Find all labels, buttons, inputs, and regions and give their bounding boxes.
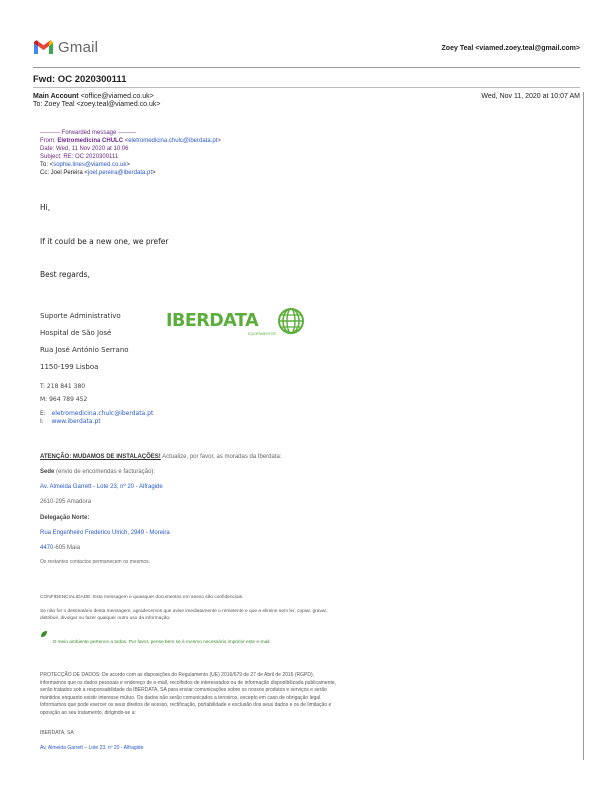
body-line: If it could be a new one, we prefer <box>40 237 169 246</box>
forwarded-from: From: Eletromedicina CHULC <eletromedicina.chulc@iberdata.pt> <box>40 138 221 144</box>
notice-sede: Sede (envio de encomendas e facturação): <box>40 469 156 475</box>
gmail-wordmark: Gmail <box>58 39 99 56</box>
closing: Best regards, <box>40 270 90 279</box>
forwarded-cc: Cc: Joel Pereira <joel.pereira@iberdata.pt> <box>40 170 156 176</box>
legal-confidential: CONFIDENCIALIDADE: Esta mensagem e quaisquer documentos em anexo são confidenciais. <box>40 595 244 600</box>
notice-others: Os restantes contactos permanecem os mesmos. <box>40 559 151 565</box>
signature-phone: T: 218 841 380 <box>40 383 86 390</box>
forwarded-to-email[interactable]: sophie.lines@viamed.co.uk <box>53 162 127 168</box>
forwarded-subject: Subject: RE: OC 2020300111 <box>40 154 119 160</box>
recipient-line: To: Zoey Teal <zoey.teal@viamed.co.uk> <box>33 101 161 108</box>
signature-email-link[interactable]: eletromedicina.chulc@iberdata.pt <box>51 410 154 417</box>
notice-norte-city: 4470-605 Maia <box>40 545 81 551</box>
signature-line-1: Suporte Administrativo <box>40 312 121 320</box>
legal-company-address[interactable]: Av. Almeida Garrett – Lote 23, nº 20 - Alfragide <box>40 745 144 751</box>
signature-web-line: I: www.iberdata.pt <box>40 418 101 425</box>
iberdata-logo-text: IBERDATA <box>166 311 259 331</box>
signature-line-2: Hospital de São José <box>40 329 112 337</box>
account-label: Zoey Teal <viamed.zoey.teal@gmail.com> <box>441 45 580 52</box>
forwarded-date: Date: Wed, 11 Nov 2020 at 10:06 <box>40 146 129 152</box>
sender-email: <office@viamed.co.uk> <box>80 93 154 100</box>
forwarded-block <box>40 129 221 177</box>
forwarded-to: To: <sophie.lines@viamed.co.uk> <box>40 162 130 168</box>
leaf-icon <box>40 630 48 638</box>
sender-name: Main Account <box>33 93 79 100</box>
gmail-logo <box>33 39 54 60</box>
iberdata-logo-subtext: EQUIPAMENTOS <box>248 332 276 336</box>
signature-block <box>40 308 129 376</box>
email-subject: Fwd: OC 2020300111 <box>33 74 127 85</box>
gmail-icon <box>33 39 54 55</box>
message-date: Wed, Nov 11, 2020 at 10:07 AM <box>481 93 580 100</box>
legal-company: IBERDATA, SA <box>40 730 74 736</box>
greeting: Hi, <box>40 203 51 212</box>
notice-title: ATENÇÃO: MUDAMOS DE INSTALAÇÕES! Actualize, por favor, as moradas da Iberdata: <box>40 454 282 460</box>
header-divider <box>33 67 580 68</box>
iberdata-globe-icon <box>278 308 304 334</box>
forwarded-from-email[interactable]: eletromedicina.chulc@iberdata.pt <box>128 138 218 144</box>
iberdata-logo <box>166 308 301 338</box>
notice-norte-label: Delegação Norte: <box>40 515 90 521</box>
forwarded-divider: ---------- Forwarded message --------- <box>40 130 136 136</box>
signature-line-3: Rua José António Serrano <box>40 346 129 354</box>
legal-confidential-2: Se não for o destinatário desta mensagem, agradecemos que avise imediatamente o remetente e que a elimine sem ler, copiar, gravar, distribuir, divulgar ou fazer qualquer outro uso da informação. <box>40 609 328 621</box>
notice-norte-address[interactable]: Rua Engenheiro Frederico Ulrich, 2949 - Moreira <box>40 530 170 536</box>
signature-email-line: E: eletromedicina.chulc@iberdata.pt <box>40 410 154 417</box>
signature-web-link[interactable]: www.iberdata.pt <box>51 418 101 425</box>
notice-sede-address[interactable]: Av. Almeida Garrett - Lote 23, nº 20 - Alfragide <box>40 484 163 490</box>
signature-line-4: 1150-199 Lisboa <box>40 363 99 371</box>
subject-divider <box>33 87 580 88</box>
environment-notice: O meio ambiente pertence a todos. Por favor, pense bem se é mesmo necessário imprimir este e-mail. <box>40 630 271 648</box>
notice-sede-city: 2610-295 Amadora <box>40 499 92 505</box>
quote-bar <box>583 92 584 760</box>
signature-mobile: M: 964 789 452 <box>40 396 88 403</box>
legal-privacy: PROTECÇÃO DE DADOS: De acordo com as disposições do Regulamento (UE) 2016/679 de 27 de Abril de 2016 (RGPD), informamos que os dados pessoais e endereço de e-mail, recolhidos de interessados ou de informação disponibilizada publicamente, serão tratados sob a responsabilidade da IBERDATA, SA para enviar comunicações sobre os nossos produtos e serviços e serão mantidos enquanto existir interesse mútuo. Os dados não serão comunicados a terceiros, excepto em caso de obrigação legal. Informamos que pode exercer os seus direitos de acesso, rectificação, portabilidade e exclusão dos seus dados e os de limitação e oposição ao seu tratamento, dirigindo-se a: <box>40 672 337 716</box>
forwarded-cc-email[interactable]: joel.pereira@iberdata.pt <box>87 170 152 176</box>
